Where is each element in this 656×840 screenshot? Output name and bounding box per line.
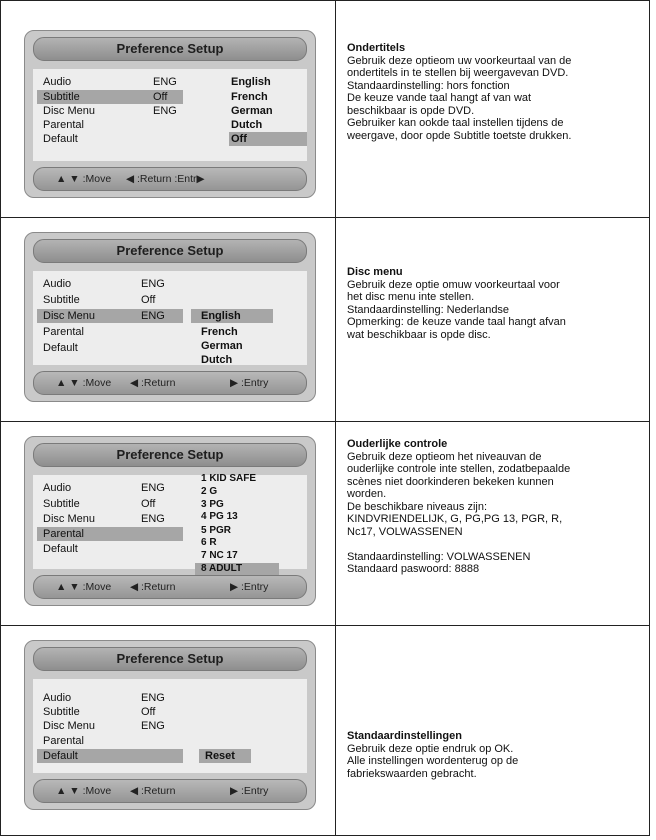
- option-level-6[interactable]: 6 R: [201, 537, 217, 548]
- footer-return-hint: ◀ :Return: [130, 581, 176, 593]
- menu-item-disc-menu[interactable]: Disc Menu: [43, 513, 95, 525]
- menu-item-audio[interactable]: Audio: [43, 692, 72, 704]
- option-level-3[interactable]: 3 PG: [201, 499, 224, 510]
- osd-menu-panel: [33, 679, 307, 773]
- option-dutch[interactable]: Dutch: [201, 354, 233, 366]
- menu-item-subtitle[interactable]: Subtitle: [43, 498, 80, 510]
- menu-item-disc-menu[interactable]: Disc Menu: [43, 105, 95, 117]
- osd-footer: [33, 371, 307, 395]
- footer-entry-hint: ▶ :Entry: [230, 377, 269, 389]
- menu-item-disc-menu[interactable]: Disc Menu: [43, 720, 95, 732]
- osd-menu-panel: [33, 473, 307, 574]
- osd-menu-panel: [33, 271, 307, 365]
- desc-line: Standaardinstelling: Nederlandse: [347, 303, 510, 316]
- desc-line: Gebruiker kan ookde taal instellen tijdens de: [347, 117, 564, 129]
- desc-line: weergave, door opde Subtitle toetste drukken.: [347, 129, 572, 142]
- menu-item-subtitle[interactable]: Subtitle: [43, 294, 80, 306]
- audio-value: ENG: [141, 278, 165, 290]
- osd-title: Preference Setup: [33, 37, 307, 61]
- menu-item-subtitle[interactable]: Subtitle: [43, 706, 80, 718]
- subtitle-value: Off: [141, 294, 156, 306]
- menu-item-audio[interactable]: Audio: [43, 482, 72, 494]
- desc-line: Gebruik deze optieom uw voorkeurtaal van de: [347, 54, 572, 67]
- osd-menu-panel: [33, 69, 307, 161]
- footer-move-hint: ▲ ▼ :Move: [56, 785, 112, 797]
- menu-item-default[interactable]: Default: [43, 342, 78, 354]
- desc-line: ondertitels in te stellen bij weergavevan DVD.: [347, 67, 569, 79]
- option-dutch[interactable]: Dutch: [231, 119, 263, 131]
- footer-return-entry-hint: ◀ :Return :Entr▶: [126, 173, 205, 185]
- column-divider: [335, 1, 336, 835]
- desc-line: KINDVRIENDELIJK, G, PG,PG 13, PGR, R,: [347, 513, 563, 525]
- option-german[interactable]: German: [201, 340, 243, 352]
- desc-line: Opmerking: de keuze vande taal hangt afvan: [347, 316, 566, 328]
- option-level-8[interactable]: 8 ADULT: [201, 563, 243, 574]
- osd-screen-subtitle: [24, 30, 316, 198]
- desc-line: Alle instellingen wordenterug op de: [347, 755, 519, 767]
- desc-line: het disc menu inte stellen.: [347, 291, 475, 303]
- desc-line: fabriekswaarden gebracht.: [347, 767, 477, 780]
- row-divider: [1, 217, 649, 218]
- osd-screen-default: [24, 640, 316, 810]
- footer-move-hint: ▲ ▼ :Move: [56, 377, 112, 389]
- option-french[interactable]: French: [201, 326, 238, 338]
- option-level-2[interactable]: 2 G: [201, 486, 218, 497]
- footer-return-hint: ◀ :Return: [130, 785, 176, 797]
- audio-value: ENG: [141, 482, 165, 494]
- option-english[interactable]: English: [201, 310, 241, 322]
- disc-menu-value: ENG: [141, 310, 165, 322]
- menu-item-subtitle[interactable]: Subtitle: [43, 91, 80, 103]
- menu-item-disc-menu[interactable]: Disc Menu: [43, 310, 95, 322]
- footer-move-hint: ▲ ▼ :Move: [56, 173, 112, 185]
- audio-value: ENG: [141, 692, 165, 704]
- osd-title: Preference Setup: [33, 239, 307, 263]
- option-french[interactable]: French: [231, 91, 268, 103]
- menu-item-parental[interactable]: Parental: [43, 119, 84, 131]
- audio-value: ENG: [153, 76, 177, 88]
- desc-line: Gebruik deze optie endruk op OK.: [347, 742, 514, 755]
- subtitle-value: Off: [141, 706, 156, 718]
- desc-line: Standaard paswoord: 8888: [347, 563, 480, 575]
- menu-item-default[interactable]: Default: [43, 543, 78, 555]
- option-english[interactable]: English: [231, 76, 271, 88]
- disc-menu-value: ENG: [141, 513, 165, 525]
- osd-screen-disc-menu: [24, 232, 316, 402]
- desc-line: De beschikbare niveaus zijn:: [347, 500, 488, 513]
- disc-menu-value: ENG: [141, 720, 165, 732]
- option-level-5[interactable]: 5 PGR: [201, 525, 232, 536]
- subtitle-value: Off: [153, 91, 168, 103]
- osd-title: Preference Setup: [33, 647, 307, 671]
- desc-line: worden.: [347, 488, 387, 500]
- osd-title: Preference Setup: [33, 443, 307, 467]
- section-heading: Standaardinstellingen: [347, 730, 462, 742]
- osd-footer: [33, 575, 307, 599]
- desc-line: wat beschikbaar is opde disc.: [347, 328, 491, 341]
- description-default: [347, 730, 647, 780]
- desc-line: Gebruik deze optieom het niveauvan de: [347, 450, 542, 463]
- description-subtitle: [347, 42, 647, 142]
- desc-line: Gebruik deze optie omuw voorkeurtaal voor: [347, 278, 560, 291]
- section-heading: Ondertitels: [347, 42, 406, 54]
- menu-item-audio[interactable]: Audio: [43, 76, 72, 88]
- option-reset[interactable]: Reset: [205, 750, 235, 762]
- disc-menu-value: ENG: [153, 105, 177, 117]
- footer-move-hint: ▲ ▼ :Move: [56, 581, 112, 593]
- menu-item-audio[interactable]: Audio: [43, 278, 72, 290]
- description-disc-menu: [347, 266, 647, 341]
- footer-entry-hint: ▶ :Entry: [230, 785, 269, 797]
- osd-footer: [33, 779, 307, 803]
- menu-item-parental[interactable]: Parental: [43, 326, 84, 338]
- footer-return-hint: ◀ :Return: [130, 377, 176, 389]
- menu-item-parental[interactable]: Parental: [43, 735, 84, 747]
- row-divider: [1, 625, 649, 626]
- desc-line: ouderlijke controle inte stellen, zodatbepaalde: [347, 463, 571, 475]
- section-heading: Disc menu: [347, 266, 403, 278]
- option-level-4[interactable]: 4 PG 13: [201, 511, 238, 522]
- menu-item-parental[interactable]: Parental: [43, 528, 84, 540]
- menu-item-default[interactable]: Default: [43, 750, 78, 762]
- desc-line: Standaardinstelling: hors fonction: [347, 79, 510, 92]
- desc-line: Nc17, VOLWASSENEN: [347, 525, 463, 538]
- desc-line: De keuze vande taal hangt af van wat: [347, 92, 532, 104]
- menu-item-default[interactable]: Default: [43, 133, 78, 145]
- desc-line: Standaardinstelling: VOLWASSENEN: [347, 550, 531, 563]
- desc-line: scènes niet doorkinderen bekeken kunnen: [347, 475, 554, 488]
- osd-footer: [33, 167, 307, 191]
- row-divider: [1, 421, 649, 422]
- section-heading: Ouderlijke controle: [347, 438, 448, 450]
- option-level-7[interactable]: 7 NC 17: [201, 550, 238, 561]
- description-parental: [347, 438, 647, 576]
- option-german[interactable]: German: [231, 105, 273, 117]
- option-off[interactable]: Off: [231, 133, 247, 145]
- footer-entry-hint: ▶ :Entry: [230, 581, 269, 593]
- desc-line: [347, 538, 647, 551]
- desc-line: beschikbaar is opde DVD.: [347, 104, 475, 117]
- subtitle-value: Off: [141, 498, 156, 510]
- osd-screen-parental: [24, 436, 316, 606]
- option-level-1[interactable]: 1 KID SAFE: [201, 473, 257, 484]
